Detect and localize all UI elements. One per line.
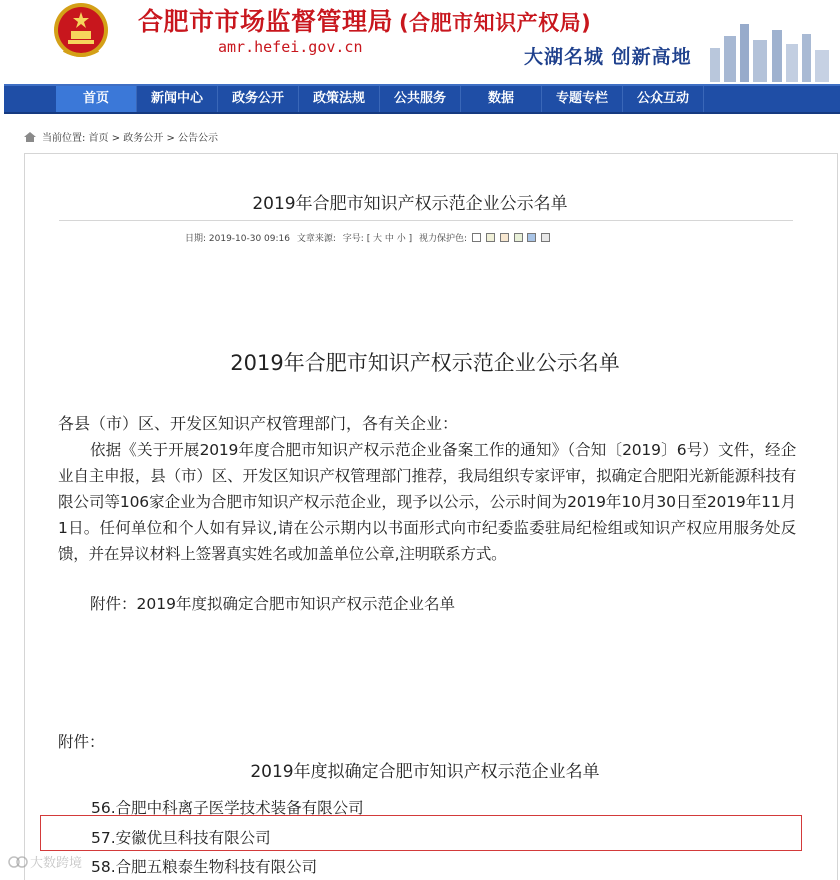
eye-protection-label: 视力保护色: xyxy=(419,234,468,244)
color-swatch-blue[interactable] xyxy=(527,233,536,242)
attachment-link[interactable]: 附件：2019年度拟确定合肥市知识产权示范企业名单 xyxy=(90,595,455,613)
color-swatch-gray[interactable] xyxy=(541,233,550,242)
article-meta xyxy=(185,231,550,244)
breadcrumb-text[interactable]: 当前位置: 首页 > 政务公开 > 公告公示 xyxy=(42,133,219,144)
document-title: 2019年合肥市知识产权示范企业公示名单 xyxy=(230,351,620,375)
home-icon xyxy=(24,132,36,142)
watermark-logo-icon xyxy=(8,854,30,870)
nav-item-news[interactable]: 新闻中心 xyxy=(137,86,218,112)
site-header xyxy=(0,0,840,82)
site-title: 合肥市市场监督管理局 (合肥市知识产权局) xyxy=(138,7,592,36)
breadcrumb xyxy=(24,129,218,144)
nav-item-data[interactable]: 数据 xyxy=(461,86,542,112)
salutation: 各县（市）区、开发区知识产权管理部门，各有关企业： xyxy=(58,414,459,433)
body-paragraph: 依据《关于开展2019年度合肥市知识产权示范企业备案工作的通知》（合知〔2019〕6号）文件，经企业自主申报，县（市）区、开发区知识产权管理部门推荐，我局组织专家评审，拟确定合肥阳光新能源科技有限公司等106家企业为合肥市知识产权示范企业，现予以公示，公示时间为2019年10月30日至2019年11月1日。任何单位和个人如有异议,请在公示期内以书面形式向市纪委监委驻局纪检组或知识产权应用服务处反馈，并在异议材料上签署真实姓名或加盖单位公章,注明联系方式。 xyxy=(58,441,796,563)
nav-item-public-services[interactable]: 公共服务 xyxy=(380,86,461,112)
attachment-label: 附件： xyxy=(58,733,105,751)
site-subtitle: (合肥市知识产权局) xyxy=(399,11,592,35)
nav-item-home[interactable]: 首页 xyxy=(56,86,137,112)
color-swatch-beige[interactable] xyxy=(486,233,495,242)
watermark xyxy=(8,852,82,871)
color-swatch-green[interactable] xyxy=(514,233,523,242)
nav-item-interaction[interactable]: 公众互动 xyxy=(623,86,704,112)
title-divider xyxy=(59,220,793,221)
nav-item-topics[interactable]: 专题专栏 xyxy=(542,86,623,112)
city-skyline-icon xyxy=(700,0,840,82)
color-swatch-peach[interactable] xyxy=(500,233,509,242)
article-title: 2019年合肥市知识产权示范企业公示名单 xyxy=(252,194,568,214)
list-item: 58.合肥五粮泰生物科技有限公司 xyxy=(91,858,318,876)
nav-item-government-affairs[interactable]: 政务公开 xyxy=(218,86,299,112)
main-nav xyxy=(4,84,840,114)
article-container xyxy=(24,153,838,880)
site-domain: amr.hefei.gov.cn xyxy=(218,38,363,56)
meta-source: 文章来源: xyxy=(296,234,336,244)
meta-date: 日期: 2019-10-30 09:16 xyxy=(185,234,290,244)
nav-item-policies[interactable]: 政策法规 xyxy=(299,86,380,112)
header-slogan: 大湖名城 创新高地 xyxy=(524,46,692,68)
list-item: 57.安徽优旦科技有限公司 xyxy=(91,829,271,847)
font-size-control[interactable]: 字号: [ 大 中 小 ] xyxy=(342,234,413,244)
watermark-text: 大数跨境 xyxy=(30,856,83,871)
national-emblem-icon xyxy=(50,0,112,62)
list-item: 56.合肥中科离子医学技术装备有限公司 xyxy=(91,799,364,817)
attachment-title: 2019年度拟确定合肥市知识产权示范企业名单 xyxy=(250,762,600,782)
color-swatch-white[interactable] xyxy=(472,233,481,242)
highlight-box xyxy=(40,815,802,851)
